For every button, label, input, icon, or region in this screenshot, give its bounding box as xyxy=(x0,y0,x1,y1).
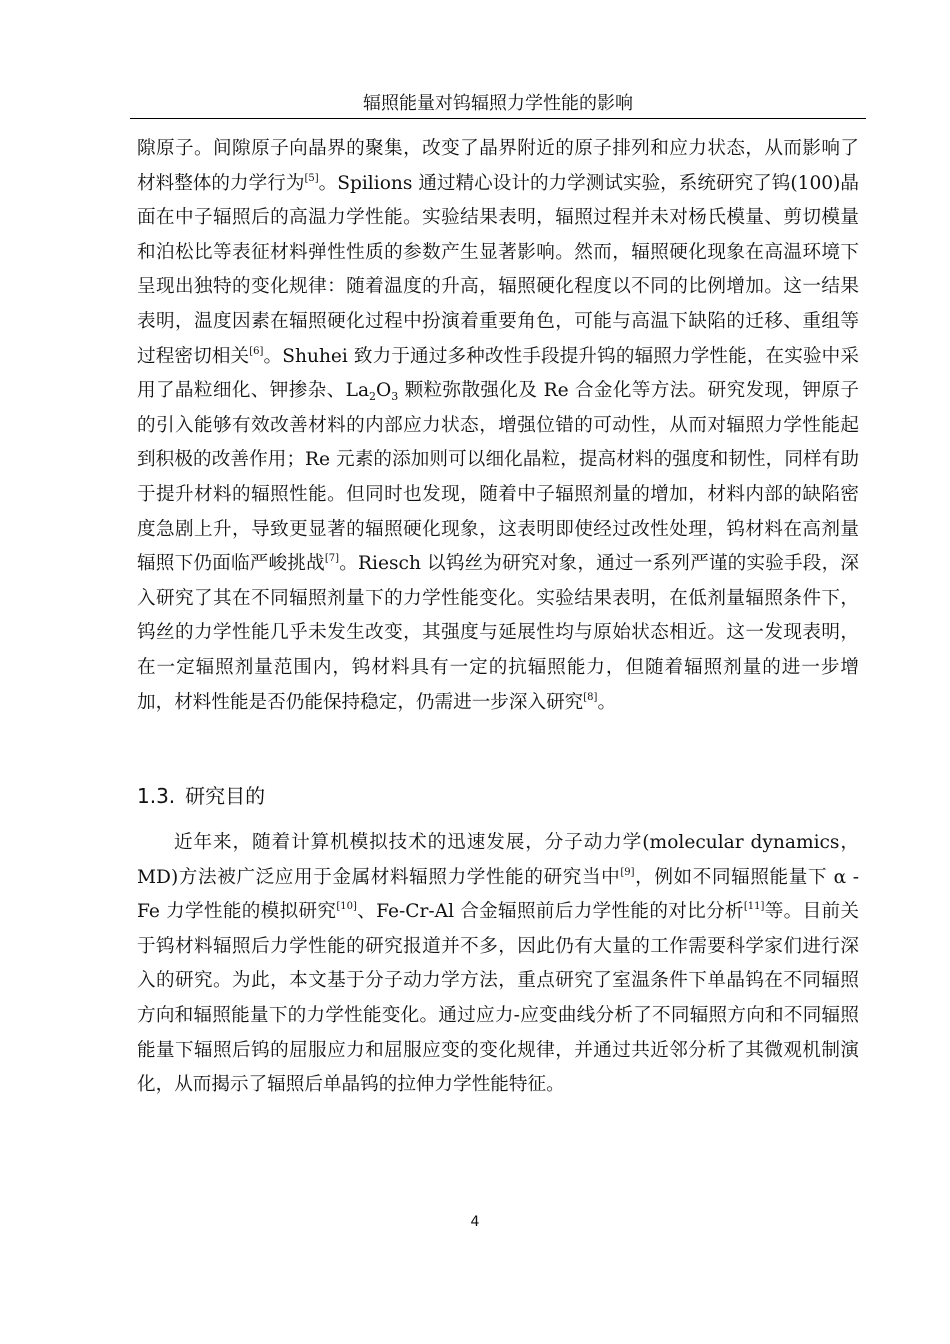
text-run: 。 xyxy=(597,691,617,713)
citation-marker: [6] xyxy=(249,345,264,357)
citation-marker: [8] xyxy=(583,691,598,703)
text-run: 颗粒弥散强化及 Re 合金化等方法。研究发现，钾原子的引入能够有效改善材料的内部应力状态，增强位错的可动性，从而对辐照力学性能起到积极的改善作用；Re 元素的添加则可以细化晶粒，提高材料的强度和韧性，同样有助于提升材料的辐照性能。但同时也发现，随着中子辐照剂量的增加，材料内部的缺陷密度急剧上升，导致更显著的辐照硬化现象，这表明即使经过改性处理，钨材料在高剂量辐照下仍面临严峻挑战 xyxy=(137,380,859,575)
citation-marker: [9] xyxy=(620,866,635,878)
text-run: 。Spilions 通过精心设计的力学测试实验，系统研究了钨(100)晶面在中子辐照后的高温力学性能。实验结果表明，辐照过程并未对杨氏模量、剪切模量和泊松比等表征材料弹性性质的参数产生显著影响。然而，辐照硬化现象在高温环境下呈现出独特的变化规律：随着温度的升高，辐照硬化程度以不同的比例增加。这一结果表明，温度因素在辐照硬化过程中扮演着重要角色，可能与高温下缺陷的迁移、重组等过程密切相关 xyxy=(137,172,859,367)
section-heading xyxy=(137,781,265,811)
text-run: 、Fe-Cr-Al 合金辐照前后力学性能的对比分析 xyxy=(356,901,744,923)
chemical-subscript: 2 xyxy=(369,390,377,404)
chemical-subscript: 3 xyxy=(391,390,399,404)
text-run: O xyxy=(376,380,392,402)
citation-marker: [11] xyxy=(743,901,765,913)
text-run: 。Shuhei 致力于通过多种改性手段提升钨的辐照力学性能，在实验中采用了晶粒细化、钾掺杂、La xyxy=(137,345,859,402)
citation-marker: [7] xyxy=(324,553,340,565)
page-number: 4 xyxy=(470,1214,480,1230)
body-paragraph-1 xyxy=(137,132,859,720)
text-run: 等。目前关于钨材料辐照后力学性能的研究报道并不多，因此仍有大量的工作需要科学家们进行深入的研究。为此，本文基于分子动力学方法，重点研究了室温条件下单晶钨在不同辐照方向和辐照能量下的力学性能变化。通过应力-应变曲线分析了不同辐照方向和不同辐照能量下辐照后钨的屈服应力和屈服应变的变化规律，并通过共近邻分析了其微观机制演化，从而揭示了辐照后单晶钨的拉伸力学性能特征。 xyxy=(137,901,859,1096)
text-run: ，例如不同辐照能量下 α - Fe 力学性能的模拟研究 xyxy=(137,866,860,923)
header-divider xyxy=(130,118,866,119)
running-header: 辐照能量对钨辐照力学性能的影响 xyxy=(363,93,633,114)
section-title: 研究目的 xyxy=(185,784,266,808)
body-paragraph-2 xyxy=(137,826,859,1103)
text-run: 。Riesch 以钨丝为研究对象，通过一系列严谨的实验手段，深入研究了其在不同辐照剂量下的力学性能变化。实验结果表明，在低剂量辐照条件下，钨丝的力学性能几乎未发生改变，其强度与延展性均与原始状态相近。这一发现表明，在一定辐照剂量范围内，钨材料具有一定的抗辐照能力，但随着辐照剂量的进一步增加，材料性能是否仍能保持稳定，仍需进一步深入研究 xyxy=(137,553,859,713)
section-number: 1.3. xyxy=(137,784,176,808)
citation-marker: [5] xyxy=(304,172,319,184)
text-run: 近年来，随着计算机模拟技术的迅速发展，分子动力学(molecular dynamics，MD)方法被广泛应用于金属材料辐照力学性能的研究当中 xyxy=(137,832,859,888)
citation-marker: [10] xyxy=(336,901,357,913)
text-run: 隙原子。间隙原子向晶界的聚集，改变了晶界附近的原子排列和应力状态，从而影响了材料整体的力学行为 xyxy=(137,138,859,194)
